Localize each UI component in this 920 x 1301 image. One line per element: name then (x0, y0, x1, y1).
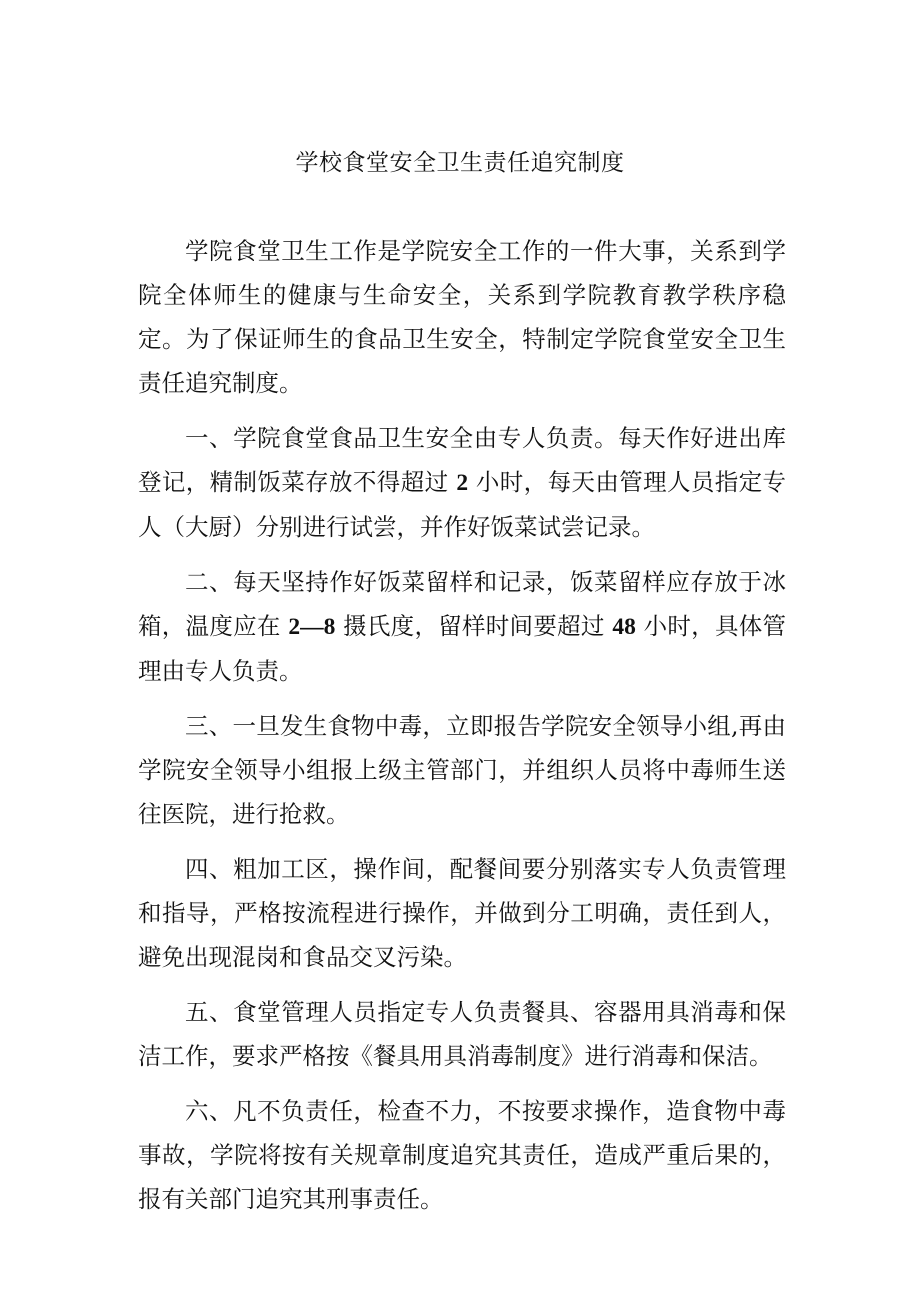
item-1-hours: 2 (456, 470, 469, 496)
item-1-text-a: 一、学院食堂食品卫生安全由专人负责。每天作好进出库登记，精制饭菜存放不得超过 (138, 424, 786, 496)
item-2-text-a: 二、每天坚持作好饭菜留样和记录，饭菜留样应存放于冰箱，温度应在 (138, 568, 786, 640)
document-body (138, 229, 786, 1232)
item-4-paragraph: 四、粗加工区，操作间，配餐间要分别落实专人负责管理和指导，严格按流程进行操作，并做到分工明确，责任到人，避免出现混岗和食品交叉污染。 (138, 855, 786, 971)
item-2-temperature: 2—8 (288, 614, 336, 640)
item-1-text-c: 小时，每天由管理人员指定专人（大厨）分别进行试尝，并作好饭菜试尝记录。 (138, 468, 786, 541)
intro-paragraph: 学院食堂卫生工作是学院安全工作的一件大事，关系到学院全体师生的健康与生命安全，关系到学院教育教学秩序稳定。为了保证师生的食品卫生安全，特制定学院食堂安全卫生责任追究制度。 (138, 237, 786, 397)
item-1-paragraph (138, 416, 786, 549)
item-2-text-d: 小时，具体管理由专人负责。 (138, 612, 786, 685)
document-title: 学校食堂安全卫生责任追究制度 (295, 150, 625, 176)
item-5-paragraph: 五、食堂管理人员指定专人负责餐具、容器用具消毒和保洁工作，要求严格按《餐具用具消毒制度》进行消毒和保洁。 (138, 998, 786, 1070)
item-6-paragraph: 六、凡不负责任，检查不力，不按要求操作，造食物中毒事故，学院将按有关规章制度追究其责任，造成严重后果的，报有关部门追究其刑事责任。 (138, 1097, 786, 1213)
item-3-paragraph: 三、一旦发生食物中毒，立即报告学院安全领导小组,再由学院安全领导小组报上级主管部门，并组织人员将中毒师生送往医院，进行抢救。 (138, 712, 786, 828)
item-2-hours: 48 (612, 614, 636, 640)
item-2-text-c: 摄氏度，留样时间要超过 (343, 612, 605, 640)
item-2-paragraph (138, 560, 786, 693)
